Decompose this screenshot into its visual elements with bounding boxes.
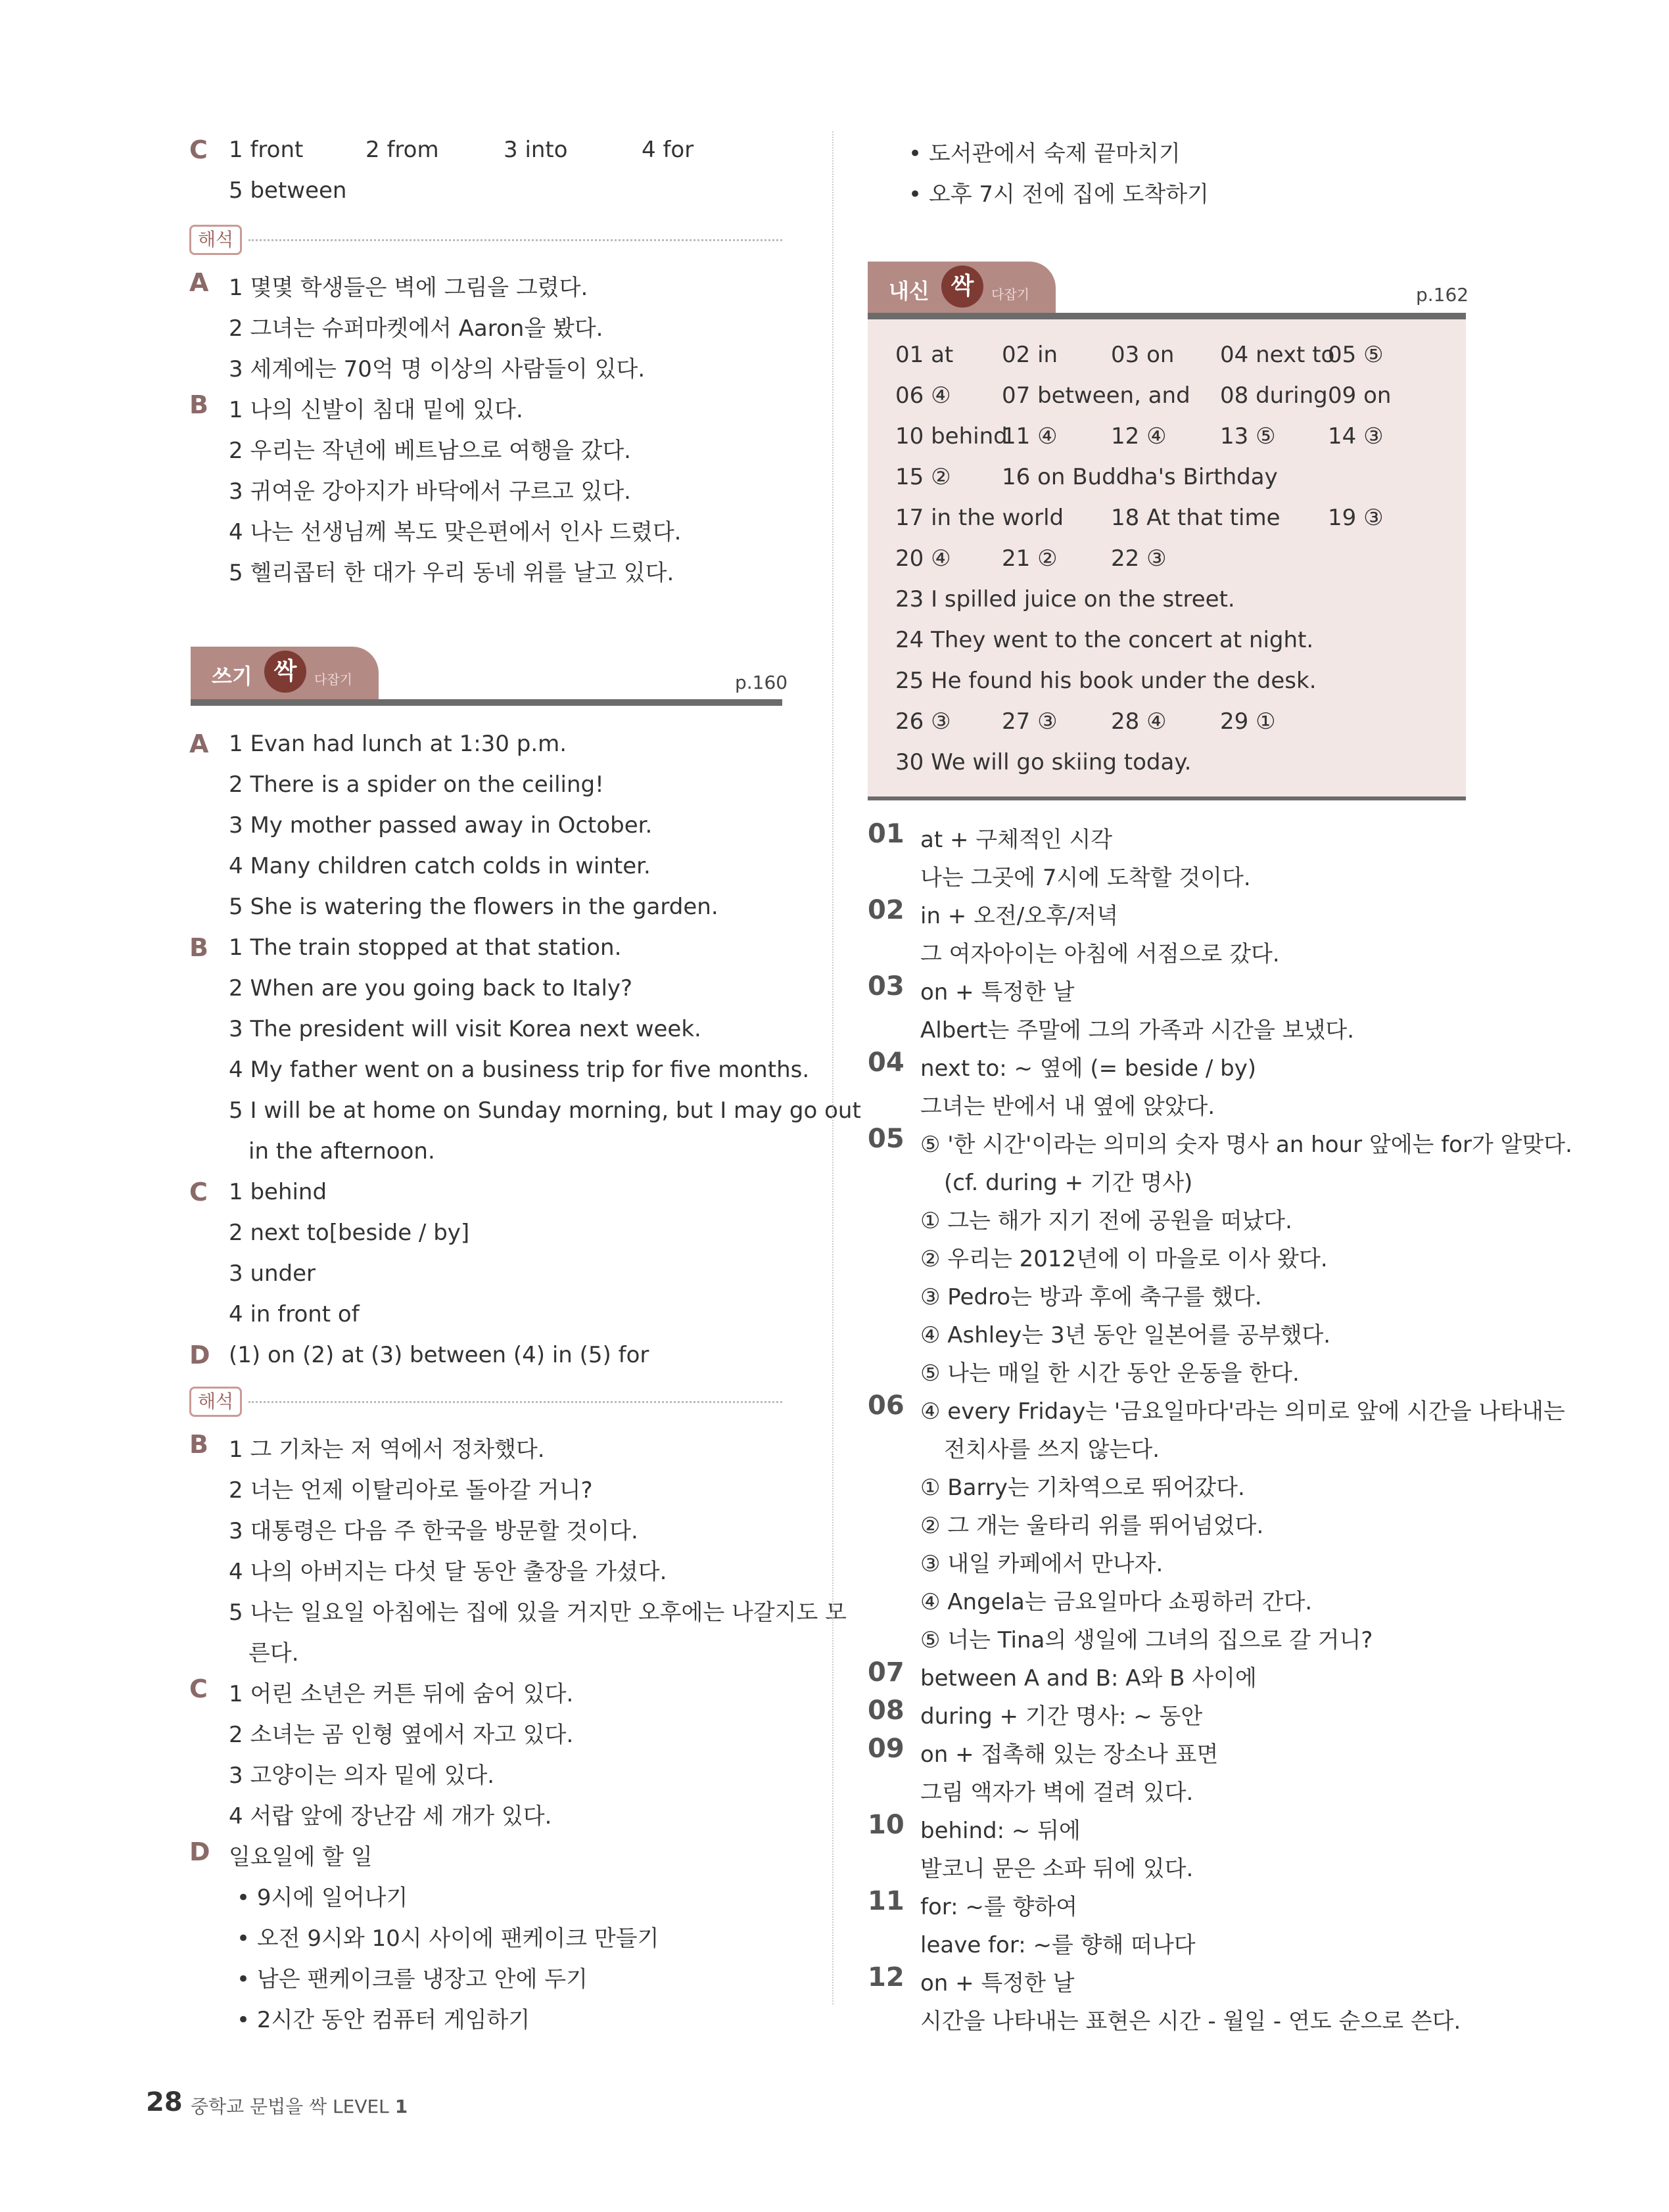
explanation-line: ④ Angela는 금요일마다 쇼핑하러 간다. — [920, 1589, 1313, 1615]
translation-line: 2 너는 언제 이탈리아로 돌아갈 거니? — [229, 1477, 593, 1504]
explanation-number: 06 — [868, 1391, 905, 1421]
todo-item: • 오전 9시와 10시 사이에 팬케이크 만들기 — [237, 1925, 659, 1952]
answer-item: 18 At that time — [1111, 505, 1281, 531]
section-letter: C — [189, 1178, 208, 1207]
answer-item: 26 ③ — [895, 708, 951, 735]
explanation-line: on + 특정한 날 — [920, 979, 1075, 1005]
book-level: 1 — [394, 2096, 408, 2117]
answer-item: 13 ⑤ — [1220, 423, 1276, 449]
todo-item: • 오후 7시 전에 집에 도착하기 — [908, 181, 1210, 208]
answer-line: 2 There is a spider on the ceiling! — [229, 772, 604, 798]
answer-item: 11 ④ — [1002, 423, 1058, 449]
answer-line: (1) on (2) at (3) between (4) in (5) for — [229, 1342, 649, 1368]
answer-line: 5 I will be at home on Sunday morning, but I may go out — [229, 1097, 861, 1124]
answer-item: 22 ③ — [1111, 545, 1167, 572]
section-letter: C — [189, 1674, 208, 1703]
banner-subtitle: 다잡기 — [314, 672, 352, 687]
section-letter: A — [189, 729, 209, 758]
answer-item: 15 ② — [895, 464, 951, 490]
translation-line: 3 대통령은 다음 주 한국을 방문할 것이다. — [229, 1518, 638, 1544]
explanation-number: 03 — [868, 971, 905, 1002]
answer-line: 3 My mother passed away in October. — [229, 812, 653, 839]
explanation-number: 05 — [868, 1124, 905, 1154]
answer-key-box — [868, 319, 1466, 796]
book-title — [191, 2092, 408, 2119]
translation-line: 3 세계에는 70억 명 이상의 사람들이 있다. — [229, 356, 646, 382]
answer-line: 1 Evan had lunch at 1:30 p.m. — [229, 731, 567, 757]
answer-box-bottom-rule — [868, 796, 1466, 800]
answer-item: 12 ④ — [1111, 423, 1167, 449]
banner-underline — [868, 313, 1466, 319]
answer-item: 4 for — [642, 137, 694, 163]
translation-line: 1 몇몇 학생들은 벽에 그림을 그렸다. — [229, 275, 588, 301]
answer-line: 3 The president will visit Korea next week. — [229, 1016, 701, 1042]
answer-item: 20 ④ — [895, 545, 951, 572]
book-title-text: 중학교 문법을 싹 LEVEL — [191, 2096, 389, 2117]
explanation-line: ② 그 개는 울타리 위를 뛰어넘었다. — [920, 1513, 1264, 1539]
explanation-line: ⑤ 나는 매일 한 시간 동안 운동을 한다. — [920, 1360, 1300, 1387]
answer-item: 30 We will go skiing today. — [895, 749, 1192, 775]
section-letter: C — [189, 135, 208, 164]
translation-line: 1 그 기차는 저 역에서 정차했다. — [229, 1437, 545, 1463]
explanation-line: ④ Ashley는 3년 동안 일본어를 공부했다. — [920, 1322, 1331, 1348]
explanation-number: 01 — [868, 819, 905, 849]
explanation-line: 그 여자아이는 아침에 서점으로 갔다. — [920, 941, 1280, 967]
answer-line: 1 The train stopped at that station. — [229, 934, 622, 961]
explanation-line: ③ Pedro는 방과 후에 축구를 했다. — [920, 1284, 1262, 1310]
explanation-line: (cf. during + 기간 명사) — [944, 1170, 1193, 1196]
answer-line: 4 Many children catch colds in winter. — [229, 853, 651, 879]
answer-item: 5 between — [229, 177, 347, 204]
answer-item: 03 on — [1111, 342, 1175, 368]
translation-line: 4 서랍 앞에 장난감 세 개가 있다. — [229, 1803, 552, 1830]
banner-label: 내신 — [889, 279, 929, 304]
dotted-divider — [248, 1401, 782, 1403]
section-letter: B — [189, 1430, 208, 1459]
explanation-line: on + 접촉해 있는 장소나 표면 — [920, 1741, 1219, 1768]
answer-item: 23 I spilled juice on the street. — [895, 586, 1235, 612]
banner-circle: 싹 — [264, 651, 306, 693]
explanation-line: leave for: ~를 향해 떠나다 — [920, 1932, 1196, 1958]
answer-line: in the afternoon. — [248, 1138, 435, 1164]
explanation-line: on + 특정한 날 — [920, 1970, 1075, 1996]
translation-line: 2 그녀는 슈퍼마켓에서 Aaron을 봤다. — [229, 315, 603, 342]
answer-item: 08 during — [1220, 382, 1328, 409]
dotted-divider — [248, 239, 782, 241]
explanation-number: 04 — [868, 1048, 905, 1078]
explanation-number: 02 — [868, 895, 905, 925]
answer-item: 24 They went to the concert at night. — [895, 627, 1314, 653]
translation-line: 른다. — [248, 1640, 299, 1667]
answer-line: 3 under — [229, 1260, 316, 1287]
translation-line: 3 고양이는 의자 밑에 있다. — [229, 1763, 495, 1789]
explanation-line: 그녀는 반에서 내 옆에 앉았다. — [920, 1094, 1215, 1120]
explanation-line: 시간을 나타내는 표현은 시간 - 월일 - 연도 순으로 쓴다. — [920, 2008, 1461, 2035]
page-reference: p.162 — [1416, 284, 1469, 306]
todo-title: 일요일에 할 일 — [229, 1844, 373, 1870]
answer-item: 06 ④ — [895, 382, 951, 409]
answer-item: 25 He found his book under the desk. — [895, 668, 1317, 694]
translation-line: 4 나의 아버지는 다섯 달 동안 출장을 가셨다. — [229, 1559, 667, 1585]
section-letter: D — [189, 1341, 210, 1370]
explanation-line: at + 구체적인 시각 — [920, 827, 1113, 853]
column-divider — [832, 131, 834, 2004]
explanation-line: 발코니 문은 소파 뒤에 있다. — [920, 1856, 1194, 1882]
explanation-line: ① Barry는 기차역으로 뛰어갔다. — [920, 1475, 1245, 1501]
answer-item: 27 ③ — [1002, 708, 1058, 735]
explanation-line: during + 기간 명사: ~ 동안 — [920, 1703, 1203, 1730]
translation-line: 1 나의 신발이 침대 밑에 있다. — [229, 397, 523, 423]
answer-item: 17 in the world — [895, 505, 1064, 531]
translation-line: 1 어린 소년은 커튼 뒤에 숨어 있다. — [229, 1681, 574, 1707]
explanation-number: 12 — [868, 1962, 905, 1993]
explanation-line: 전치사를 쓰지 않는다. — [944, 1437, 1160, 1463]
page-reference: p.160 — [735, 672, 788, 693]
answer-item: 29 ① — [1220, 708, 1276, 735]
exam-section-banner — [868, 262, 1056, 314]
explanation-line: ④ every Friday는 '금요일마다'라는 의미로 앞에 시간을 나타내는 — [920, 1398, 1565, 1425]
banner-label: 쓰기 — [212, 664, 252, 689]
section-letter: B — [189, 390, 208, 419]
explanation-line: between A and B: A와 B 사이에 — [920, 1665, 1257, 1692]
explanation-line: for: ~를 향하여 — [920, 1894, 1078, 1920]
banner-subtitle: 다잡기 — [991, 287, 1029, 302]
answer-line: 2 When are you going back to Italy? — [229, 975, 633, 1002]
explanation-number: 07 — [868, 1657, 905, 1688]
answer-item: 3 into — [504, 137, 568, 163]
answer-item: 19 ③ — [1328, 505, 1384, 531]
interpretation-tag: 해석 — [189, 225, 242, 255]
translation-line: 4 나는 선생님께 복도 맞은편에서 인사 드렸다. — [229, 519, 682, 545]
answer-line: 2 next to[beside / by] — [229, 1220, 470, 1246]
translation-line: 5 헬리콥터 한 대가 우리 동네 위를 날고 있다. — [229, 560, 674, 586]
explanation-line: 그림 액자가 벽에 걸려 있다. — [920, 1780, 1194, 1806]
answer-item: 05 ⑤ — [1328, 342, 1384, 368]
section-letter: A — [189, 268, 209, 297]
answer-item: 07 between, and — [1002, 382, 1190, 409]
section-letter: B — [189, 933, 208, 962]
answer-item: 28 ④ — [1111, 708, 1167, 735]
explanation-line: ③ 내일 카페에서 만나자. — [920, 1551, 1164, 1577]
explanation-number: 09 — [868, 1734, 905, 1764]
answer-line: 4 in front of — [229, 1301, 360, 1327]
explanation-line: ⑤ '한 시간'이라는 의미의 숫자 명사 an hour 앞에는 for가 알맞다. — [920, 1132, 1572, 1158]
explanation-line: ① 그는 해가 지기 전에 공원을 떠났다. — [920, 1208, 1292, 1234]
explanation-number: 08 — [868, 1695, 905, 1726]
todo-item: • 2시간 동안 컴퓨터 게임하기 — [237, 2007, 530, 2033]
explanation-line: 나는 그곳에 7시에 도착할 것이다. — [920, 865, 1251, 891]
translation-line: 2 우리는 작년에 베트남으로 여행을 갔다. — [229, 438, 631, 464]
answer-item: 16 on Buddha's Birthday — [1002, 464, 1278, 490]
section-letter: D — [189, 1837, 210, 1866]
explanation-number: 10 — [868, 1810, 905, 1840]
translation-line: 2 소녀는 곰 인형 옆에서 자고 있다. — [229, 1722, 574, 1748]
banner-circle: 싹 — [941, 265, 983, 308]
answer-item: 09 on — [1328, 382, 1392, 409]
translation-line: 5 나는 일요일 아침에는 집에 있을 거지만 오후에는 나갈지도 모 — [229, 1600, 847, 1626]
explanation-line: ② 우리는 2012년에 이 마을로 이사 왔다. — [920, 1246, 1328, 1272]
explanation-line: in + 오전/오후/저녁 — [920, 903, 1119, 929]
explanation-line: next to: ~ 옆에 (= beside / by) — [920, 1055, 1257, 1082]
answer-item: 01 at — [895, 342, 954, 368]
banner-underline — [191, 699, 782, 706]
todo-item: • 9시에 일어나기 — [237, 1885, 408, 1911]
writing-section-banner — [191, 647, 379, 699]
answer-item: 21 ② — [1002, 545, 1058, 572]
answer-line: 1 behind — [229, 1179, 327, 1205]
answer-item: 04 next to — [1220, 342, 1335, 368]
answer-item: 10 behind — [895, 423, 1008, 449]
explanation-line: behind: ~ 뒤에 — [920, 1818, 1081, 1844]
explanation-number: 11 — [868, 1886, 905, 1916]
todo-item: • 도서관에서 숙제 끝마치기 — [908, 141, 1181, 167]
translation-line: 3 귀여운 강아지가 바닥에서 구르고 있다. — [229, 478, 631, 505]
answer-item: 14 ③ — [1328, 423, 1384, 449]
interpretation-tag: 해석 — [189, 1387, 242, 1417]
answer-item: 02 in — [1002, 342, 1058, 368]
page-number: 28 — [146, 2087, 183, 2117]
answer-item: 1 front — [229, 137, 304, 163]
answer-line: 4 My father went on a business trip for five months. — [229, 1057, 810, 1083]
explanation-line: ⑤ 너는 Tina의 생일에 그녀의 집으로 갈 거니? — [920, 1627, 1373, 1653]
todo-item: • 남은 팬케이크를 냉장고 안에 두기 — [237, 1966, 588, 1993]
answer-item: 2 from — [365, 137, 439, 163]
answer-line: 5 She is watering the flowers in the garden. — [229, 894, 718, 920]
explanation-line: Albert는 주말에 그의 가족과 시간을 보냈다. — [920, 1017, 1355, 1044]
